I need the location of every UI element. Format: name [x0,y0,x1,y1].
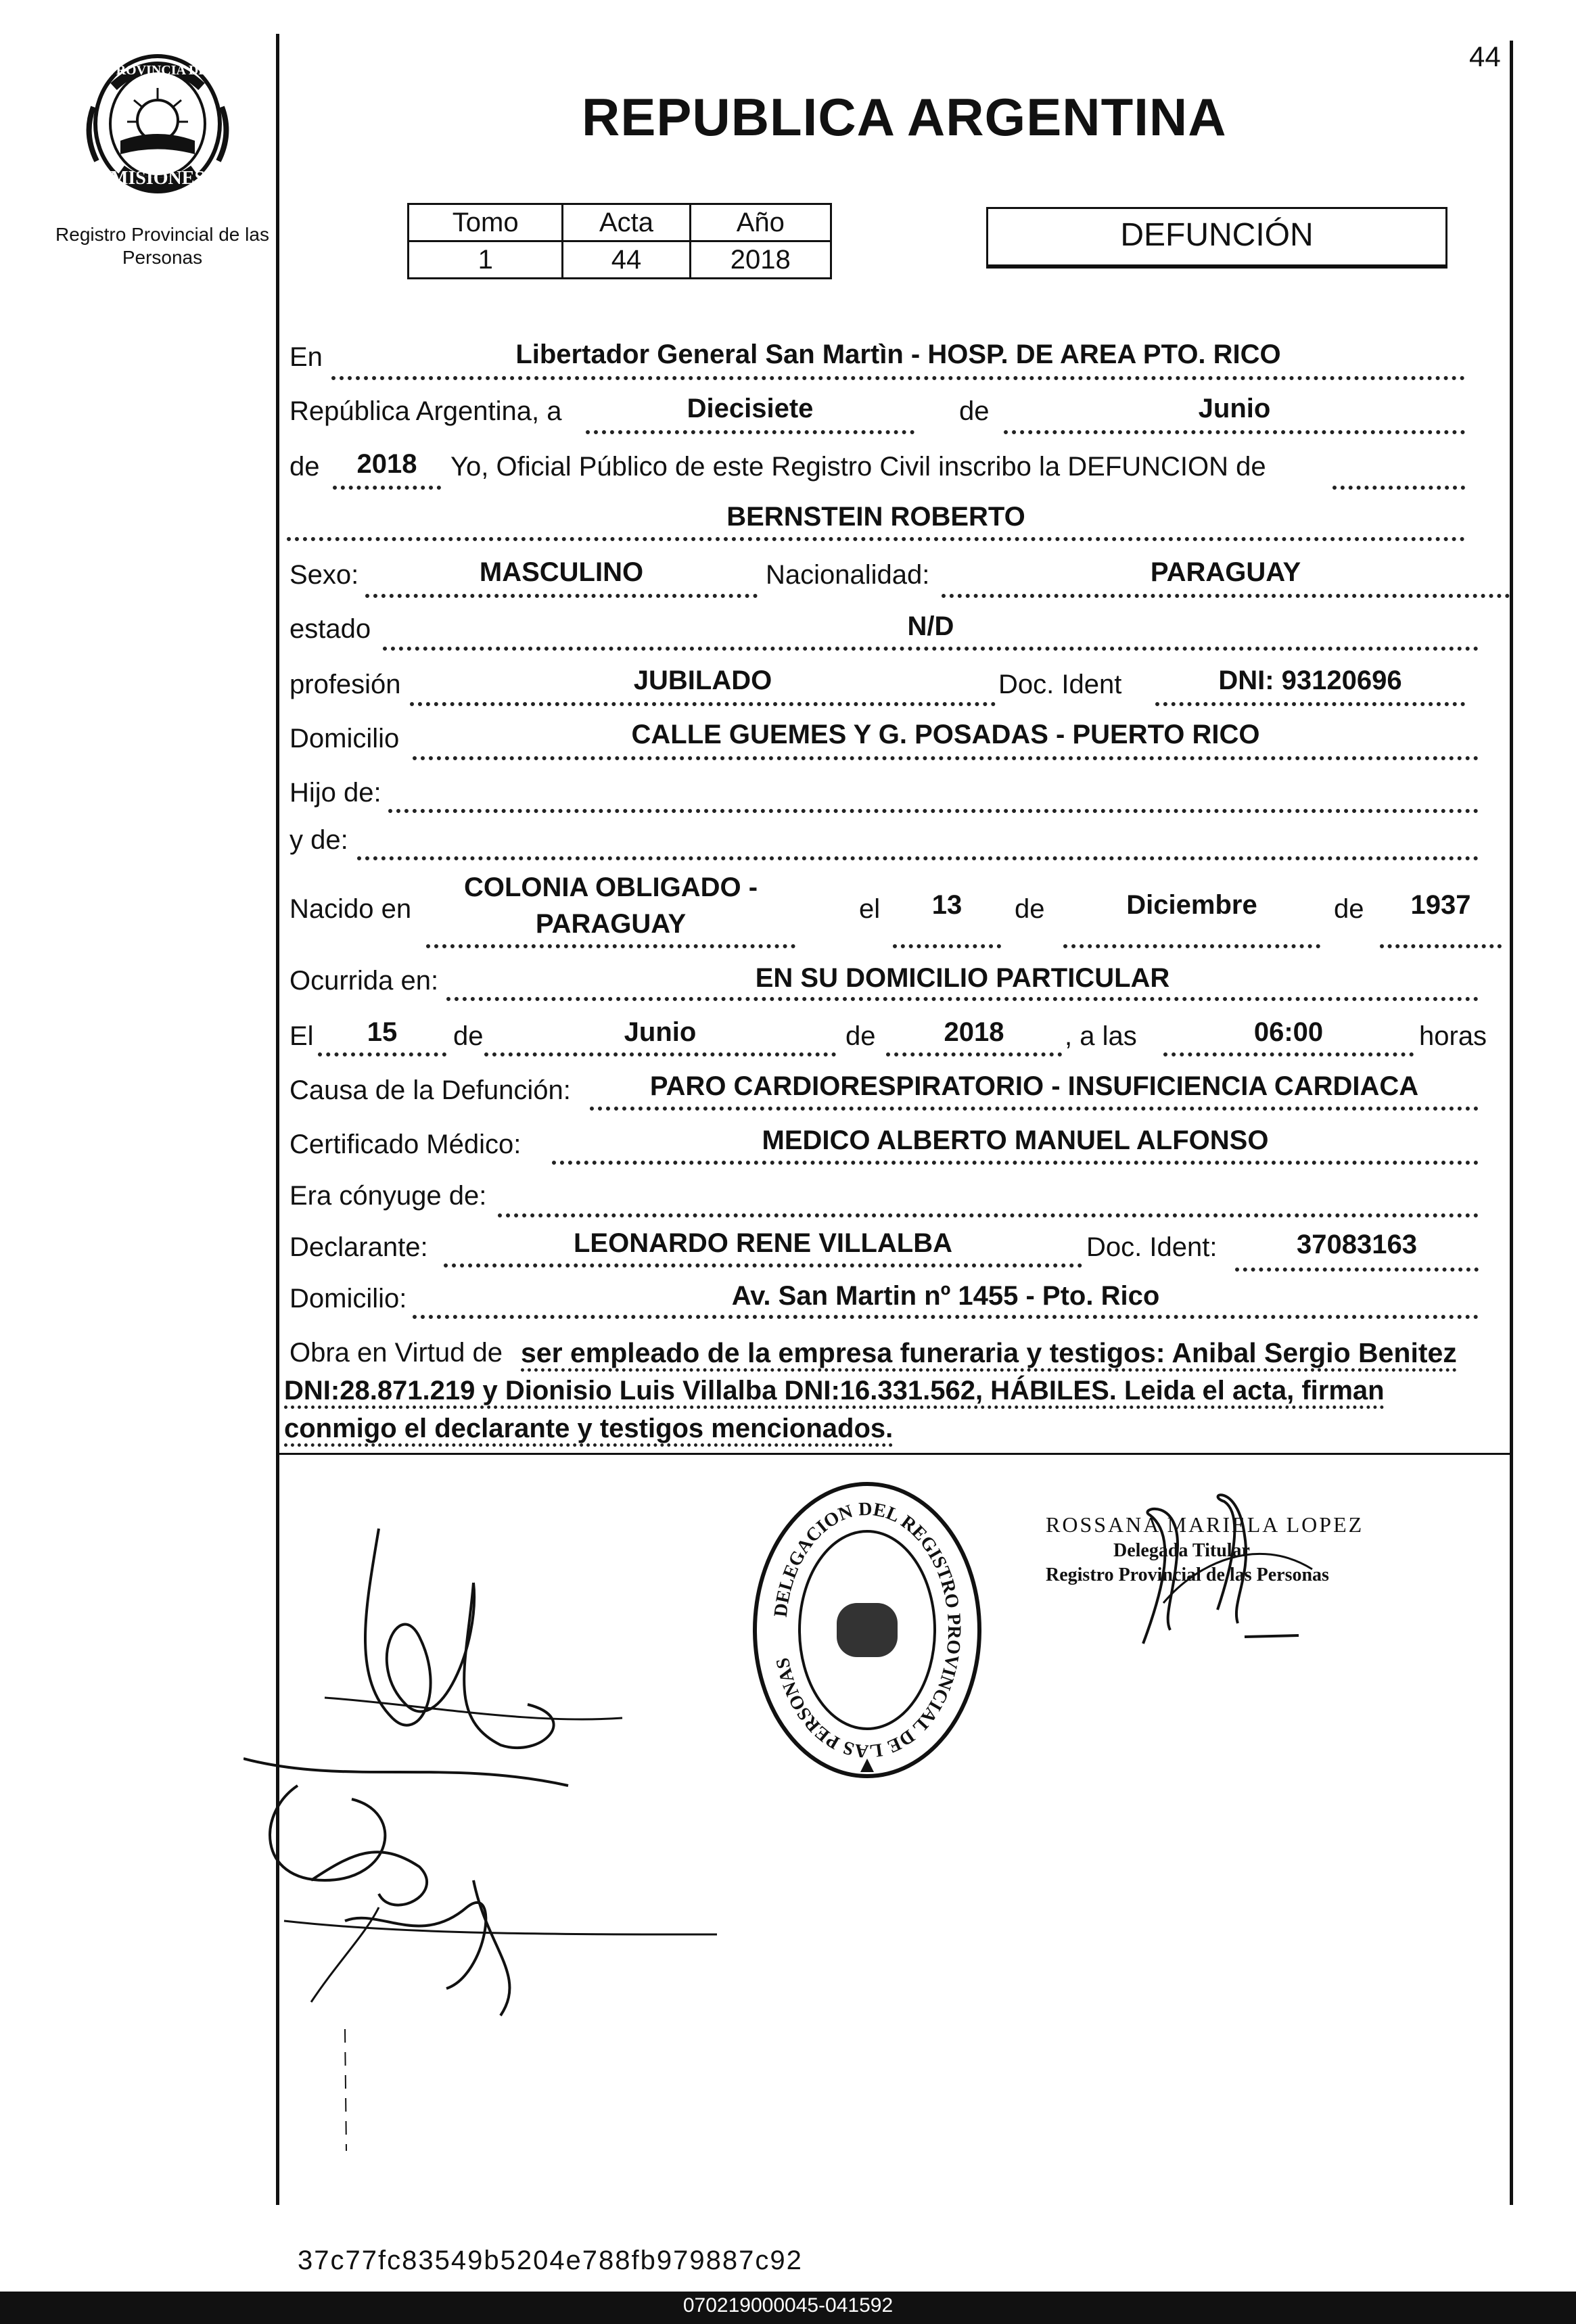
declarante-value: LEONARDO RENE VILLALBA [574,1228,952,1258]
table-cell: 1 [409,241,563,279]
signer-role: Delegada Titular [1113,1540,1250,1561]
dotted-line [590,1107,1479,1111]
table-cell: 2018 [690,241,831,279]
causa-value: PARO CARDIORESPIRATORIO - INSUFICIENCIA CARDIACA [649,1071,1419,1101]
official-text: Yo, Oficial Público de este Registro Civil inscribo la DEFUNCION de [450,452,1266,482]
dotted-line [942,594,1510,598]
death-month-value: Junio [624,1017,697,1047]
table-header: Año [690,204,831,241]
obra-line2-text: DNI:28.871.219 y Dionisio Luis Villalba DNI:16.331.562, HÁBILES. Leida el acta, firman [284,1376,1385,1409]
dotted-line [357,856,1479,860]
death-day-value: 15 [367,1017,398,1047]
ocurrida-label: Ocurrida en: [289,966,439,996]
registrar-signature [1136,1454,1339,1657]
domicilio-label: Domicilio [289,724,400,753]
de-label: de [453,1021,484,1051]
table-header: Acta [563,204,690,241]
hijo-label: Hijo de: [289,778,381,808]
dotted-line [444,1263,1082,1268]
dotted-line [1332,486,1465,490]
month-value: Junio [1198,394,1271,423]
domicilio-value: CALLE GUEMES Y G. POSADAS - PUERTO RICO [631,720,1260,749]
birth-day-value: 13 [931,890,963,920]
estado-value: N/D [907,611,954,641]
table-cell: 44 [563,241,690,279]
dotted-line [1063,944,1320,948]
nacido-label: Nacido en [289,894,412,924]
nacido-place-line1: COLONIA OBLIGADO - [463,873,758,902]
dotted-line [383,647,1479,651]
dotted-line [331,376,1465,380]
declarante-label: Declarante: [289,1232,428,1262]
certificado-value: MEDICO ALBERTO MANUEL ALFONSO [762,1125,1269,1155]
dotted-line [886,1052,1062,1056]
obra-line3 [284,1410,893,1447]
domicilio2-label: Domicilio: [289,1284,407,1314]
sexo-value: MASCULINO [479,557,644,587]
day-words-value: Diecisiete [687,394,814,423]
dotted-line [365,594,758,598]
doc2-value: 37083163 [1297,1230,1417,1259]
el-death-label: El [289,1021,314,1051]
de-label: de [289,452,320,482]
provincial-seal-logo [80,46,235,208]
dotted-line [287,537,1465,541]
footer-id: 070219000045-041592 [682,2294,894,2317]
signer-org: Registro Provincial de las Personas [1046,1564,1329,1585]
dotted-line [1004,430,1465,434]
dotted-line [410,702,996,706]
table-header: Tomo [409,204,563,241]
nacionalidad-label: Nacionalidad: [766,560,930,590]
dotted-line [1380,944,1502,948]
de-label: de [1334,894,1364,924]
dotted-line [426,944,795,948]
dotted-line [318,1052,446,1056]
dotted-line [413,756,1479,760]
death-year-value: 2018 [944,1017,1004,1047]
record-type: DEFUNCIÓN [1120,217,1314,253]
registry-table [407,203,832,279]
yde-label: y de: [289,825,348,855]
dotted-line [1235,1268,1479,1272]
birth-month-value: Diciembre [1126,890,1257,920]
obra-label: Obra en Virtud de [289,1338,503,1368]
signer-name: ROSSANA MARIELA LOPEZ [1046,1512,1364,1537]
ocurrida-value: EN SU DOMICILIO PARTICULAR [755,963,1170,993]
dotted-line [333,486,441,490]
sexo-label: Sexo: [289,560,359,590]
registry-name: Registro Provincial de las Personas [55,224,269,268]
dotted-line [1163,1052,1414,1056]
doc-value: DNI: 93120696 [1218,666,1402,695]
dotted-line [1155,702,1465,706]
witness-signatures [244,1502,852,2178]
profesion-value: JUBILADO [633,666,772,695]
dotted-line [446,997,1479,1001]
horas-label: horas [1419,1021,1487,1051]
seal-bottom-text: MISIONES [110,168,206,189]
causa-label: Causa de la Defunción: [289,1075,571,1105]
en-label: En [289,342,323,372]
right-margin-line [1510,41,1513,2205]
seal-ring-text: DELEGACION DEL REGISTRO PROVINCIAL DE LAS PERSONAS [770,1498,965,1762]
birth-year-value: 1937 [1410,890,1471,920]
dotted-line [552,1161,1479,1165]
obra-line1-text: ser empleado de la empresa funeraria y testigos: Anibal Sergio Benitez [521,1337,1457,1372]
death-time-value: 06:00 [1253,1017,1324,1047]
estado-label: estado [289,614,371,644]
nacionalidad-value: PARAGUAY [1150,557,1301,587]
document-hash: 37c77fc83549b5204e788fb979887c92 [298,2246,803,2270]
place-value: Libertador General San Martìn - HOSP. DE AREA PTO. RICO [515,340,1281,369]
certificado-label: Certificado Médico: [289,1130,522,1159]
de-label: de [1015,894,1045,924]
doc2-label: Doc. Ident: [1086,1232,1218,1262]
page-title: REPUBLICA ARGENTINA [582,87,1227,147]
year-value: 2018 [356,449,417,479]
republica-label: República Argentina, a [289,396,562,426]
conyuge-label: Era cónyuge de: [289,1181,487,1211]
seal-top-text: PROVINCIA DE [108,63,208,78]
el-label: el [859,894,881,924]
obra-line1 [521,1334,1457,1372]
domicilio2-value: Av. San Martin nº 1455 - Pto. Rico [731,1281,1160,1311]
dotted-line [893,944,1001,948]
dotted-line [498,1213,1479,1217]
page-number: 44 [1469,41,1501,72]
dotted-line [413,1315,1479,1319]
dotted-line [388,809,1479,813]
nacido-place-line2: PARAGUAY [535,909,687,939]
dotted-line [586,430,914,434]
de-label: de [959,396,990,426]
obra-line3-text: conmigo el declarante y testigos mencionados. [284,1414,893,1447]
alas-label: , a las [1065,1021,1137,1051]
de-label: de [845,1021,876,1051]
dotted-line [484,1052,836,1056]
profesion-label: profesión [289,670,401,699]
doc-label: Doc. Ident [998,670,1122,699]
deceased-name: BERNSTEIN ROBERTO [726,502,1025,532]
obra-line2 [284,1372,1385,1410]
